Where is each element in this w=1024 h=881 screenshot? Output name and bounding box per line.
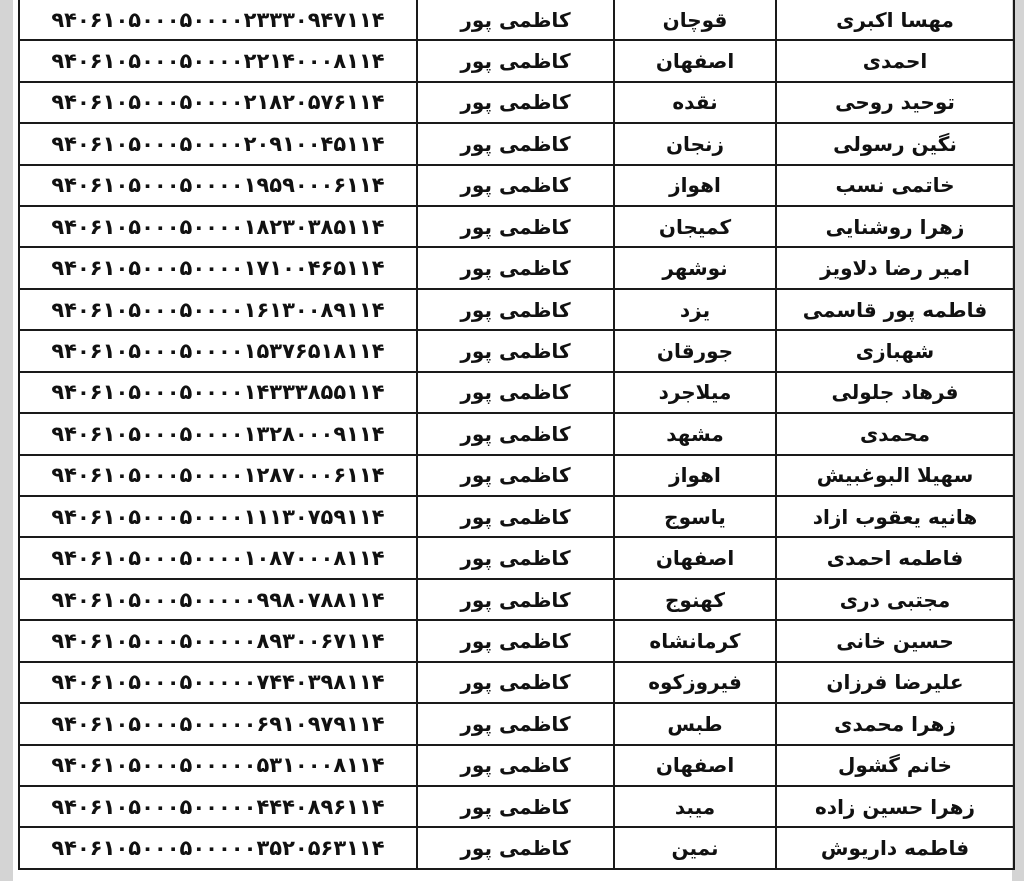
- account-number-cell: ۹۴۰۶۱۰۵۰۰۰۵۰۰۰۰۰۳۵۲۰۵۶۳۱۱۴: [19, 827, 417, 869]
- city-cell: اصفهان: [614, 745, 776, 786]
- table-row: [19, 0, 1014, 40]
- table-row: [19, 165, 1014, 206]
- family-cell: کاظمی پور: [417, 289, 614, 330]
- family-cell: کاظمی پور: [417, 703, 614, 744]
- table-row: [19, 827, 1014, 869]
- table-row: [19, 662, 1014, 703]
- name-cell: فاطمه احمدی: [776, 537, 1014, 578]
- table-row: [19, 289, 1014, 330]
- account-number-cell: ۹۴۰۶۱۰۵۰۰۰۵۰۰۰۰۲۳۳۳۰۹۴۷۱۱۴: [19, 0, 417, 40]
- table-row: [19, 745, 1014, 786]
- family-cell: کاظمی پور: [417, 247, 614, 288]
- name-cell: زهرا روشنایی: [776, 206, 1014, 247]
- account-number-cell: ۹۴۰۶۱۰۵۰۰۰۵۰۰۰۰۱۳۲۸۰۰۰۹۱۱۴: [19, 413, 417, 454]
- table-row: [19, 579, 1014, 620]
- city-cell: نقده: [614, 82, 776, 123]
- family-cell: کاظمی پور: [417, 206, 614, 247]
- family-cell: کاظمی پور: [417, 537, 614, 578]
- family-cell: کاظمی پور: [417, 455, 614, 496]
- city-cell: کرمانشاه: [614, 620, 776, 661]
- name-cell: توحید روحی: [776, 82, 1014, 123]
- city-cell: قوچان: [614, 0, 776, 40]
- name-cell: زهرا حسین زاده: [776, 786, 1014, 827]
- name-cell: نگین رسولی: [776, 123, 1014, 164]
- name-cell: سهیلا البوغبیش: [776, 455, 1014, 496]
- table-row: [19, 413, 1014, 454]
- family-cell: کاظمی پور: [417, 413, 614, 454]
- account-number-cell: ۹۴۰۶۱۰۵۰۰۰۵۰۰۰۰۱۴۳۳۳۸۵۵۱۱۴: [19, 372, 417, 413]
- left-margin-strip: [0, 0, 13, 881]
- account-number-cell: ۹۴۰۶۱۰۵۰۰۰۵۰۰۰۰۱۱۱۳۰۷۵۹۱۱۴: [19, 496, 417, 537]
- account-number-cell: ۹۴۰۶۱۰۵۰۰۰۵۰۰۰۰۱۵۳۷۶۵۱۸۱۱۴: [19, 330, 417, 371]
- family-cell: کاظمی پور: [417, 330, 614, 371]
- city-cell: زنجان: [614, 123, 776, 164]
- family-cell: کاظمی پور: [417, 662, 614, 703]
- family-cell: کاظمی پور: [417, 620, 614, 661]
- table-row: [19, 40, 1014, 81]
- table-row: [19, 496, 1014, 537]
- name-cell: فرهاد جلولی: [776, 372, 1014, 413]
- family-cell: کاظمی پور: [417, 372, 614, 413]
- account-number-cell: ۹۴۰۶۱۰۵۰۰۰۵۰۰۰۰۰۵۳۱۰۰۰۸۱۱۴: [19, 745, 417, 786]
- table-row: [19, 123, 1014, 164]
- records-table-body: [19, 0, 1014, 869]
- account-number-cell: ۹۴۰۶۱۰۵۰۰۰۵۰۰۰۰۱۷۱۰۰۴۶۵۱۱۴: [19, 247, 417, 288]
- account-number-cell: ۹۴۰۶۱۰۵۰۰۰۵۰۰۰۰۱۹۵۹۰۰۰۶۱۱۴: [19, 165, 417, 206]
- table-row: [19, 82, 1014, 123]
- table-row: [19, 330, 1014, 371]
- family-cell: کاظمی پور: [417, 165, 614, 206]
- city-cell: یزد: [614, 289, 776, 330]
- account-number-cell: ۹۴۰۶۱۰۵۰۰۰۵۰۰۰۰۲۰۹۱۰۰۴۵۱۱۴: [19, 123, 417, 164]
- family-cell: کاظمی پور: [417, 786, 614, 827]
- account-number-cell: ۹۴۰۶۱۰۵۰۰۰۵۰۰۰۰۱۸۲۳۰۳۸۵۱۱۴: [19, 206, 417, 247]
- family-cell: کاظمی پور: [417, 579, 614, 620]
- city-cell: اهواز: [614, 455, 776, 496]
- account-number-cell: ۹۴۰۶۱۰۵۰۰۰۵۰۰۰۰۰۹۹۸۰۷۸۸۱۱۴: [19, 579, 417, 620]
- table-row: [19, 455, 1014, 496]
- account-number-cell: ۹۴۰۶۱۰۵۰۰۰۵۰۰۰۰۰۴۴۴۰۸۹۶۱۱۴: [19, 786, 417, 827]
- account-number-cell: ۹۴۰۶۱۰۵۰۰۰۵۰۰۰۰۰۸۹۳۰۰۶۷۱۱۴: [19, 620, 417, 661]
- table-row: [19, 247, 1014, 288]
- city-cell: اصفهان: [614, 537, 776, 578]
- family-cell: کاظمی پور: [417, 123, 614, 164]
- account-number-cell: ۹۴۰۶۱۰۵۰۰۰۵۰۰۰۰۱۶۱۳۰۰۸۹۱۱۴: [19, 289, 417, 330]
- family-cell: کاظمی پور: [417, 745, 614, 786]
- city-cell: اهواز: [614, 165, 776, 206]
- name-cell: مجتبی دری: [776, 579, 1014, 620]
- records-table: [18, 0, 1015, 870]
- name-cell: حسین خانی: [776, 620, 1014, 661]
- family-cell: کاظمی پور: [417, 827, 614, 869]
- table-row: [19, 372, 1014, 413]
- account-number-cell: ۹۴۰۶۱۰۵۰۰۰۵۰۰۰۰۲۲۱۴۰۰۰۸۱۱۴: [19, 40, 417, 81]
- name-cell: خاتمی نسب: [776, 165, 1014, 206]
- family-cell: کاظمی پور: [417, 496, 614, 537]
- name-cell: فاطمه پور قاسمی: [776, 289, 1014, 330]
- city-cell: نوشهر: [614, 247, 776, 288]
- city-cell: میبد: [614, 786, 776, 827]
- name-cell: هانیه یعقوب ازاد: [776, 496, 1014, 537]
- city-cell: جورقان: [614, 330, 776, 371]
- table-row: [19, 620, 1014, 661]
- table-row: [19, 703, 1014, 744]
- account-number-cell: ۹۴۰۶۱۰۵۰۰۰۵۰۰۰۰۱۲۸۷۰۰۰۶۱۱۴: [19, 455, 417, 496]
- account-number-cell: ۹۴۰۶۱۰۵۰۰۰۵۰۰۰۰۱۰۸۷۰۰۰۸۱۱۴: [19, 537, 417, 578]
- table-row: [19, 786, 1014, 827]
- name-cell: علیرضا فرزان: [776, 662, 1014, 703]
- name-cell: زهرا محمدی: [776, 703, 1014, 744]
- family-cell: کاظمی پور: [417, 40, 614, 81]
- name-cell: محمدی: [776, 413, 1014, 454]
- name-cell: فاطمه داریوش: [776, 827, 1014, 869]
- city-cell: کهنوج: [614, 579, 776, 620]
- account-number-cell: ۹۴۰۶۱۰۵۰۰۰۵۰۰۰۰۲۱۸۲۰۵۷۶۱۱۴: [19, 82, 417, 123]
- table-row: [19, 537, 1014, 578]
- city-cell: میلاجرد: [614, 372, 776, 413]
- city-cell: کمیجان: [614, 206, 776, 247]
- table-row: [19, 206, 1014, 247]
- city-cell: اصفهان: [614, 40, 776, 81]
- account-number-cell: ۹۴۰۶۱۰۵۰۰۰۵۰۰۰۰۰۷۴۴۰۳۹۸۱۱۴: [19, 662, 417, 703]
- family-cell: کاظمی پور: [417, 0, 614, 40]
- account-number-cell: ۹۴۰۶۱۰۵۰۰۰۵۰۰۰۰۰۶۹۱۰۹۷۹۱۱۴: [19, 703, 417, 744]
- family-cell: کاظمی پور: [417, 82, 614, 123]
- city-cell: طبس: [614, 703, 776, 744]
- name-cell: مهسا اکبری: [776, 0, 1014, 40]
- city-cell: مشهد: [614, 413, 776, 454]
- name-cell: شهبازی: [776, 330, 1014, 371]
- name-cell: خانم گشول: [776, 745, 1014, 786]
- city-cell: فیروزکوه: [614, 662, 776, 703]
- city-cell: یاسوج: [614, 496, 776, 537]
- name-cell: احمدی: [776, 40, 1014, 81]
- city-cell: نمین: [614, 827, 776, 869]
- name-cell: امیر رضا دلاویز: [776, 247, 1014, 288]
